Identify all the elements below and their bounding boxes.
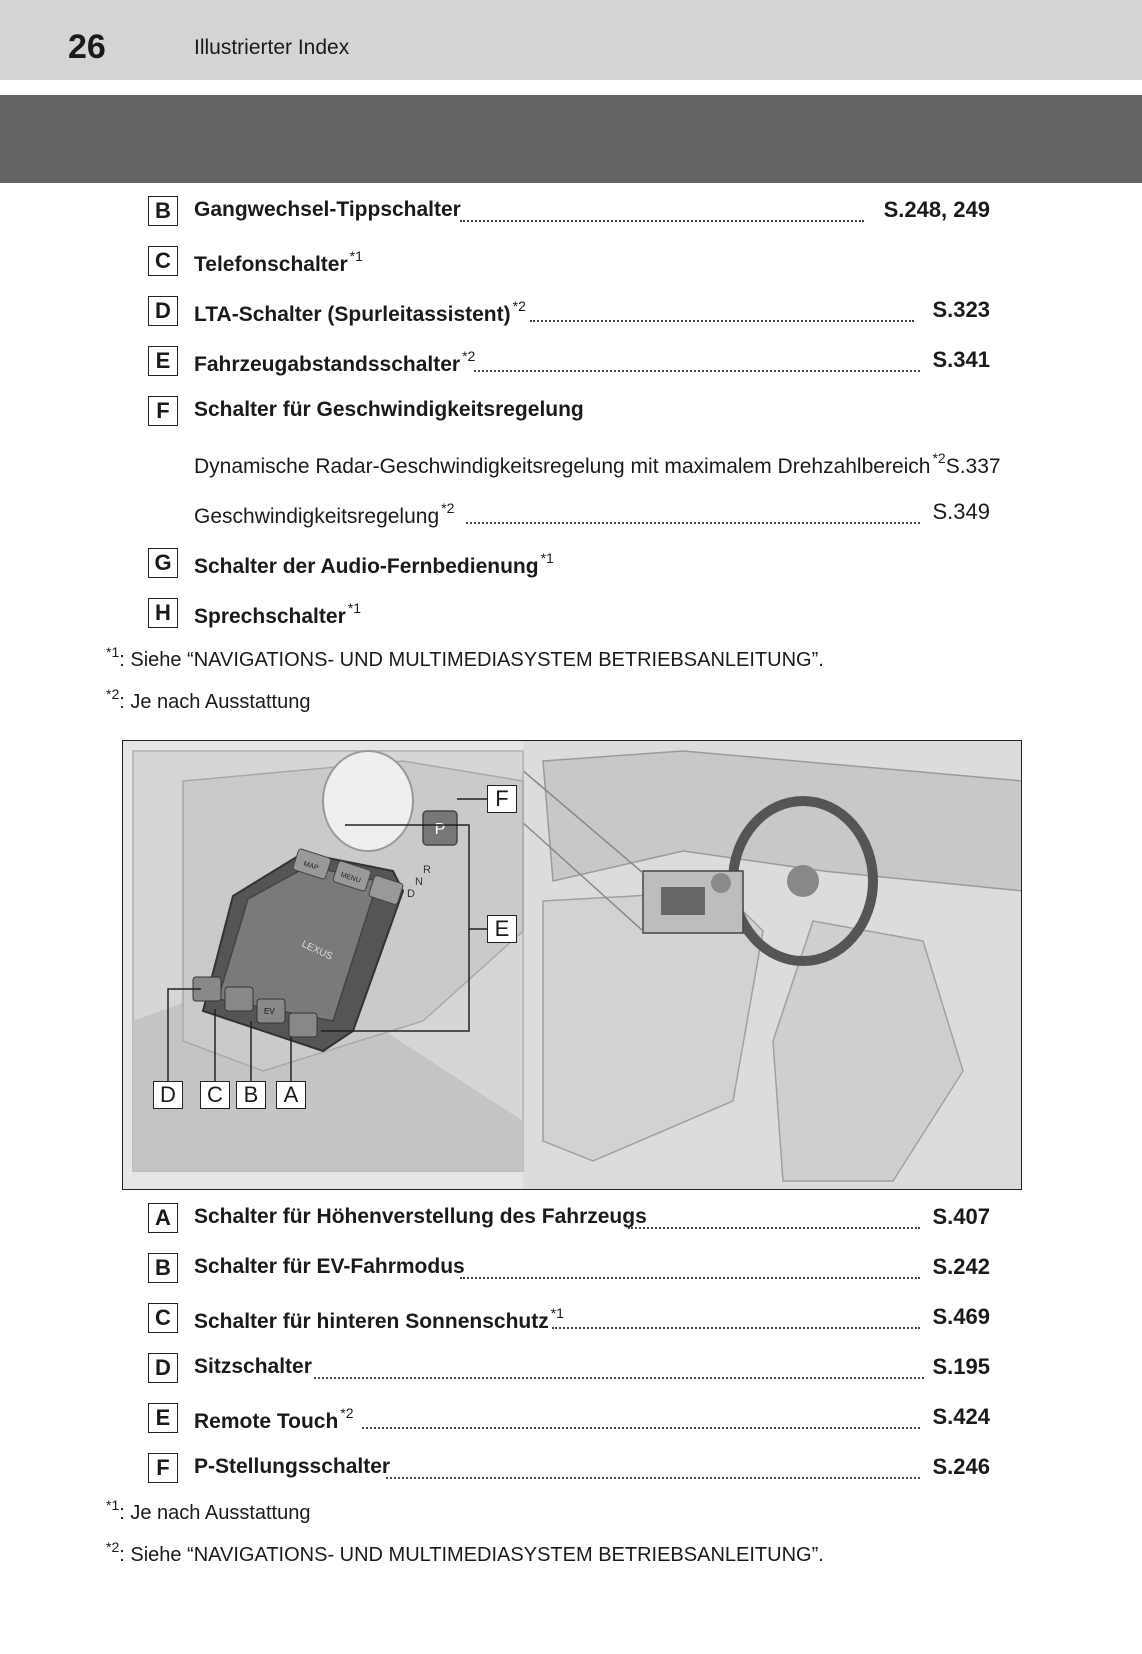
gear-letter-n: N — [415, 876, 423, 888]
index-entry-d — [0, 1353, 1142, 1393]
page-ref: S.407 — [932, 1204, 990, 1229]
sunshade-switch — [225, 987, 253, 1011]
gear-letter-r: R — [423, 864, 431, 876]
entry-label: Schalter für EV-Fahrmodus — [194, 1255, 465, 1278]
entry-label: Schalter der Audio-Fernbedienung $^{*1}$ — [194, 550, 554, 578]
entry-letter: B — [148, 1253, 178, 1283]
entry-label: Geschwindigkeitsregelung $^{*2}$ — [194, 500, 455, 528]
gear-knob-small — [711, 873, 731, 893]
footnote-mark: *1 — [349, 248, 363, 264]
leader-dots — [460, 1277, 920, 1279]
entry-label: Telefonschalter $^{*1}$ — [194, 248, 363, 276]
footnote-mark: *1 — [106, 1497, 120, 1513]
page-ref: S.323 — [932, 297, 990, 322]
console-drawing — [123, 741, 1022, 1190]
footnote: $^{*2}$: Siehe “NAVIGATIONS- UND MULTIMEDIASYSTEM BETRIEBSANLEITUNG”. — [106, 1539, 824, 1566]
index-entry-a — [0, 1203, 1142, 1243]
height-control-switch — [289, 1013, 317, 1037]
sub-entry — [0, 498, 1142, 538]
entry-label: Schalter für hinteren Sonnenschutz $^{*1}$ — [194, 1305, 564, 1333]
pad-logo: LEXUS — [299, 938, 335, 963]
title-band — [0, 95, 1142, 183]
gear-letter-d: D — [407, 888, 415, 900]
gear-letter-p: P — [434, 821, 446, 838]
leader-dots — [628, 1227, 920, 1229]
leader-dots — [314, 1377, 924, 1379]
page-ref: S.337 — [945, 455, 1001, 478]
footnote-mark: *2 — [462, 348, 476, 364]
footnote-mark: *2 — [106, 1539, 120, 1555]
footnote-mark: *2 — [512, 298, 526, 314]
page-ref: S.242 — [932, 1254, 990, 1279]
entry-letter: F — [148, 396, 178, 426]
page-ref: S.469 — [932, 1304, 990, 1329]
entry-label: Sitzschalter — [194, 1355, 312, 1378]
callout-c: C — [200, 1081, 230, 1109]
entry-label: Remote Touch $^{*2}$ — [194, 1405, 354, 1433]
index-entry-e — [0, 1403, 1142, 1443]
footnote: $^{*1}$: Siehe “NAVIGATIONS- UND MULTIMEDIASYSTEM BETRIEBSANLEITUNG”. — [106, 644, 824, 671]
footnote-mark: *2 — [106, 686, 120, 702]
entry-label: P-Stellungsschalter — [194, 1455, 391, 1478]
index-entry-h — [0, 598, 1142, 638]
index-entry-f — [0, 1453, 1142, 1493]
cockpit-illustration — [122, 740, 1022, 1190]
index-entry-d — [0, 296, 1142, 336]
entry-label: Schalter für Höhenverstellung des Fahrzeugs — [194, 1205, 647, 1228]
leader-dots — [362, 1427, 920, 1429]
footnote-mark: *2 — [340, 1405, 354, 1421]
callout-f: F — [487, 785, 517, 813]
footnote-mark: *1 — [550, 1305, 564, 1321]
entry-letter: G — [148, 548, 178, 578]
entry-letter: A — [148, 1203, 178, 1233]
sub-entry — [0, 448, 1142, 488]
index-entry-c — [0, 246, 1142, 286]
page-ref: S.248, 249 — [883, 197, 990, 222]
footnote: $^{*1}$: Je nach Ausstattung — [106, 1497, 311, 1524]
page-ref: S.195 — [932, 1354, 990, 1379]
callout-a: A — [276, 1081, 306, 1109]
entry-letter: E — [148, 346, 178, 376]
footnote: $^{*2}$: Je nach Ausstattung — [106, 686, 311, 713]
page-ref: S.246 — [932, 1454, 990, 1479]
index-entry-c — [0, 1303, 1142, 1343]
leader-dots — [530, 320, 914, 322]
callout-b: B — [236, 1081, 266, 1109]
leader-dots — [386, 1477, 920, 1479]
index-entry-f — [0, 396, 1142, 436]
callout-e: E — [487, 915, 517, 943]
entry-label: Schalter für Geschwindigkeitsregelung — [194, 398, 584, 421]
footnote-mark: *1 — [347, 600, 361, 616]
index-entry-b — [0, 1253, 1142, 1293]
leader-dots — [466, 522, 920, 524]
index-entry-b — [0, 196, 1142, 236]
entry-letter: F — [148, 1453, 178, 1483]
page-number: 26 — [68, 28, 106, 66]
page-ref: S.341 — [932, 347, 990, 372]
console-pad-small — [661, 887, 705, 915]
entry-letter: H — [148, 598, 178, 628]
leader-dots — [474, 370, 920, 372]
footnote-mark: *1 — [106, 644, 120, 660]
entry-letter: B — [148, 196, 178, 226]
footnote-mark: *1 — [540, 550, 554, 566]
entry-letter: C — [148, 246, 178, 276]
page-ref: S.349 — [932, 499, 990, 524]
map-button-label: MAP — [302, 860, 320, 872]
steering-hub — [787, 865, 819, 897]
leader-dots — [552, 1327, 920, 1329]
gear-knob — [323, 751, 413, 851]
menu-button-label: MENU — [339, 871, 362, 885]
entry-label: Fahrzeugabstandsschalter $^{*2}$ — [194, 348, 476, 376]
entry-letter: E — [148, 1403, 178, 1433]
callout-d: D — [153, 1081, 183, 1109]
index-entry-e — [0, 346, 1142, 386]
footnote-mark: *2 — [932, 450, 946, 466]
footnote-mark: *2 — [441, 500, 455, 516]
header-bar — [0, 0, 1142, 80]
entry-label: Sprechschalter $^{*1}$ — [194, 600, 361, 628]
entry-letter: C — [148, 1303, 178, 1333]
entry-label: Gangwechsel-Tippschalter — [194, 198, 461, 221]
entry-letter: D — [148, 1353, 178, 1383]
entry-label: Dynamische Radar-Geschwindigkeitsregelung mit maximalem Drehzahlbereich $^{*2}$S.337 — [194, 450, 1001, 478]
entry-letter: D — [148, 296, 178, 326]
ev-switch-label: EV — [264, 1007, 275, 1016]
section-title: Illustrierter Index — [194, 36, 350, 59]
leader-dots — [460, 220, 864, 222]
index-entry-g — [0, 548, 1142, 588]
entry-label: LTA-Schalter (Spurleitassistent) $^{*2}$ — [194, 298, 526, 326]
page-ref: S.424 — [932, 1404, 990, 1429]
